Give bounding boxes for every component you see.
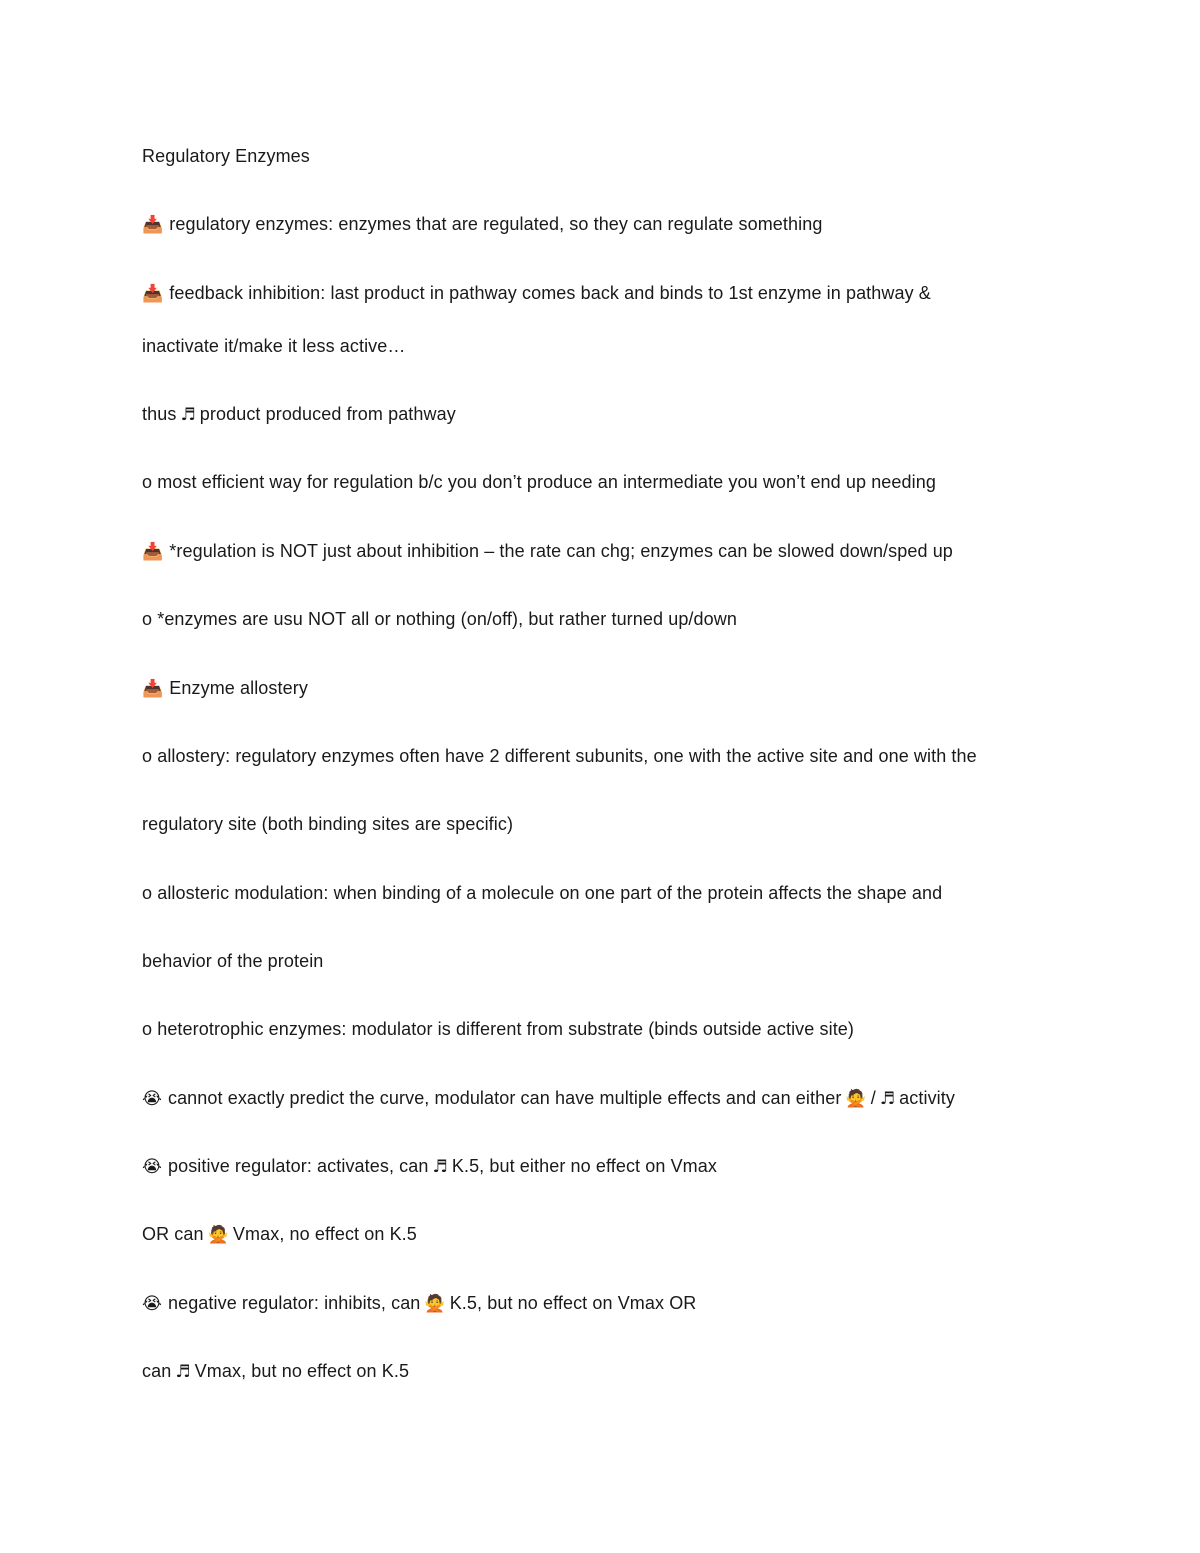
sub-bullet-icon: 😭	[142, 1089, 162, 1109]
text-line: o heterotrophic enzymes: modulator is different from substrate (binds outside active site)	[142, 1019, 855, 1039]
increase-icon: 🙅	[207, 1225, 229, 1245]
document-title: Regulatory Enzymes	[142, 146, 310, 166]
sub-bullet-line-negative-regulator: 😭 negative regulator: inhibits, can 🙅 K.5, but no effect on Vmax OR	[142, 1293, 697, 1314]
bullet-line-regulatory-enzymes: 📥 regulatory enzymes: enzymes that are regulated, so they can regulate something	[142, 214, 823, 235]
sub-bullet-line-positive-regulator: 😭 positive regulator: activates, can ♬ K.5, but either no effect on Vmax	[142, 1156, 717, 1177]
bullet-line-regulation-note: 📥 *regulation is NOT just about inhibition – the rate can chg; enzymes can be slowed down/sped up	[142, 541, 953, 562]
text-line: regulatory site (both binding sites are specific)	[142, 814, 514, 834]
text-line-or-can: OR can 🙅 Vmax, no effect on K.5	[142, 1224, 417, 1245]
text-line: o allosteric modulation: when binding of a molecule on one part of the protein affects the shape and	[142, 883, 943, 903]
text-line: o *enzymes are usu NOT all or nothing (on/off), but rather turned up/down	[142, 609, 737, 629]
text-line: inactivate it/make it less active…	[142, 336, 406, 356]
decrease-icon: ♬	[879, 1089, 896, 1109]
bullet-icon: 📥	[142, 542, 164, 562]
increase-icon: 🙅	[845, 1089, 867, 1109]
text-line-can: can ♬ Vmax, but no effect on K.5	[142, 1361, 410, 1382]
increase-icon: 🙅	[424, 1294, 446, 1314]
text-line-thus: thus ♬ product produced from pathway	[142, 404, 456, 425]
text-line: o allostery: regulatory enzymes often have 2 different subunits, one with the active site and one with the	[142, 746, 977, 766]
sub-bullet-icon: 😭	[142, 1157, 162, 1177]
decrease-icon: ♬	[432, 1157, 448, 1177]
decrease-icon: ♬	[180, 405, 196, 425]
bullet-icon: 📥	[142, 284, 164, 304]
text-line: o most efficient way for regulation b/c you don’t produce an intermediate you won’t end up needing	[142, 472, 936, 492]
bullet-line-enzyme-allostery: 📥 Enzyme allostery	[142, 678, 308, 699]
sub-bullet-line-curve: 😭 cannot exactly predict the curve, modulator can have multiple effects and can either 🙅 / ♬ activity	[142, 1088, 955, 1109]
bullet-icon: 📥	[142, 679, 164, 699]
sub-bullet-icon: 😭	[142, 1294, 162, 1314]
text-line: behavior of the protein	[142, 951, 324, 971]
bullet-icon: 📥	[142, 215, 164, 235]
bullet-line-feedback-inhibition: 📥 feedback inhibition: last product in pathway comes back and binds to 1st enzyme in pathway &	[142, 283, 931, 304]
decrease-icon: ♬	[175, 1362, 191, 1382]
